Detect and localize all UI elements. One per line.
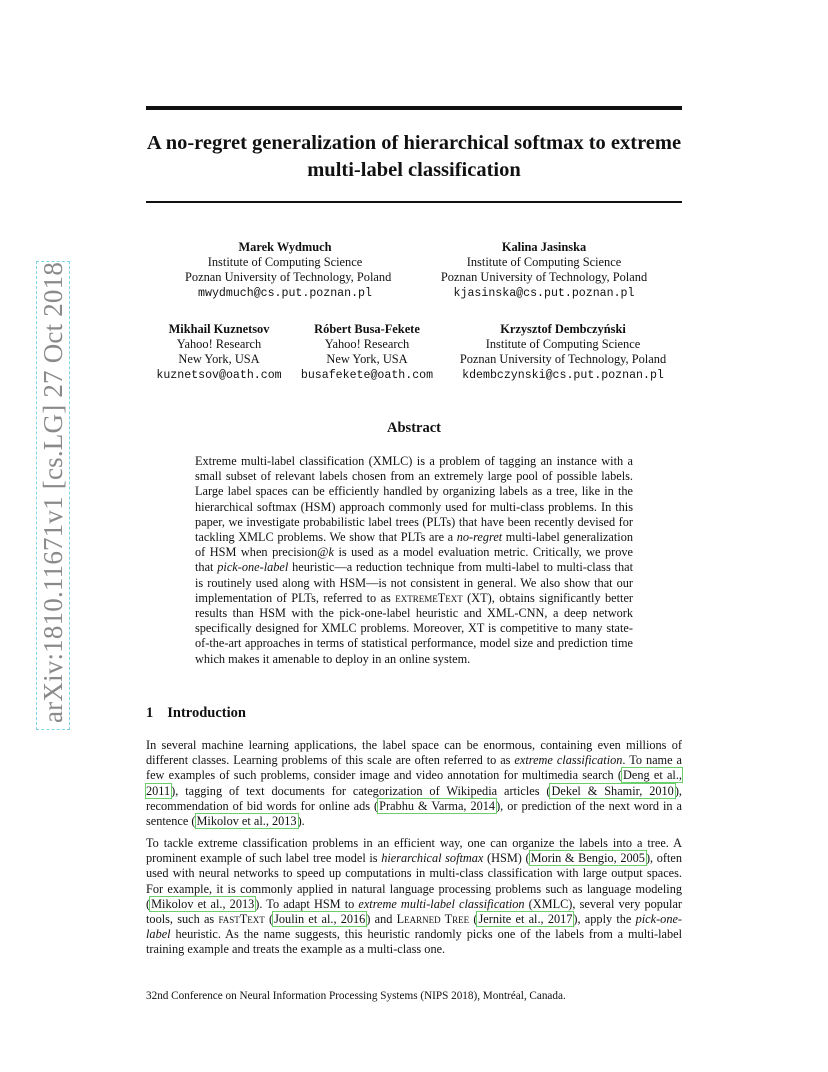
author-affiliation: Poznan University of Technology, Poland (440, 270, 648, 285)
section-title: Introduction (167, 705, 246, 721)
section-number: 1 (146, 705, 154, 721)
citation-link[interactable]: Joulin et al., 2016 (274, 912, 366, 927)
author-email[interactable]: mwydmuch@cs.put.poznan.pl (198, 286, 372, 300)
title-top-rule (146, 106, 682, 110)
intro-paragraph-1: In several machine learning applications, the label space can be enormous, containing even millions of different classes. Learning problems of this scale are often referred to as extreme classification. To name a few examples of such problems, consider image and video annotation for multimedia search (Deng et al., 2011), tagging of text documents for categorization of Wikipedia articles (Dekel & Shamir, 2010), recommendation of bid words for online ads (Prabhu & Varma, 2014), or prediction of the next word in a sentence (Mikolov et al., 2013). (146, 738, 683, 829)
author-email[interactable]: busafekete@oath.com (300, 368, 434, 382)
author-name: Róbert Busa-Fekete (314, 322, 420, 336)
abstract-body: Extreme multi-label classification (XMLC) is a problem of tagging an instance with a small subset of relevant labels chosen from an extremely large pool of possible labels. Large label spaces can be efficiently handled by organizing labels as a tree, like in the hierarchical softmax (HSM) approach commonly used for multi-class problems. In this paper, we investigate probabilistic label trees (PLTs) that have been recently devised for tackling XMLC problems. We show that PLTs are a no-regret multi-label generalization of HSM when precision@k is used as a model evaluation metric. Critically, we prove that pick-one-label heuristic—a reduction technique from multi-label to multi-class that is routinely used along with HSM—is not consistent in general. We also show that our implementation of PLTs, referred to as extremeText (XT), obtains significantly better results than HSM with the pick-one-label heuristic and XML-CNN, a deep network specifically designed for XMLC problems. Moreover, XT is competitive to many state-of-the-art approaches in terms of statistical performance, model size and prediction time which makes it amenable to deploy in an online system. (195, 454, 633, 666)
author-affiliation: Yahoo! Research (324, 337, 410, 352)
author-affiliation: Poznan University of Technology, Poland (185, 270, 392, 285)
author-email[interactable]: kuznetsov@oath.com (156, 368, 282, 382)
citation-link[interactable]: Prabhu & Varma, 2014 (379, 798, 496, 813)
author-affiliation: Poznan University of Technology, Poland (459, 352, 667, 367)
citation-link[interactable]: Dekel & Shamir, 2010 (551, 783, 674, 798)
author-affiliation: Institute of Computing Science (207, 255, 363, 270)
citation-link[interactable]: Jernite et al., 2017 (478, 912, 573, 927)
abstract-heading: Abstract (387, 420, 441, 436)
title-bottom-rule (146, 201, 682, 203)
author-affiliation: Institute of Computing Science (485, 337, 641, 352)
author-name: Mikhail Kuznetsov (168, 322, 270, 336)
citation-link[interactable]: Mikolov et al., 2013 (151, 896, 255, 911)
intro-paragraph-2: To tackle extreme classification problems in an efficient way, one can organize the labels into a tree. A prominent example of such label tree model is hierarchical softmax (HSM) (Morin & Bengio, 2005), often used with neural networks to speed up computations in multi-class classification with large output spaces. For example, it is commonly applied in natural language processing problems such as language modeling (Mikolov et al., 2013). To adapt HSM to extreme multi-label classification (XMLC), several very popular tools, such as fastText (Joulin et al., 2016) and Learned Tree (Jernite et al., 2017), apply the pick-one-label heuristic. As the name suggests, this heuristic randomly picks one of the labels from a multi-label training example and treats the example as a multi-class one. (146, 836, 683, 957)
author-block (185, 240, 392, 301)
arxiv-watermark: arXiv:1810.11671v1 [cs.LG] 27 Oct 2018 (36, 261, 70, 730)
author-name: Marek Wydmuch (238, 240, 332, 254)
author-email[interactable]: kdembczynski@cs.put.poznan.pl (462, 368, 664, 382)
paper-title: A no-regret generalization of hierarchical softmax to extreme multi-label classification (146, 132, 682, 181)
author-affiliation: New York, USA (178, 352, 260, 367)
citation-link[interactable]: Deng et al., 2011 (146, 768, 682, 798)
author-affiliation: Yahoo! Research (176, 337, 262, 352)
author-name: Kalina Jasinska (501, 240, 587, 254)
citation-link[interactable]: Mikolov et al., 2013 (196, 814, 297, 829)
conference-footer: 32nd Conference on Neural Information Processing Systems (NIPS 2018), Montréal, Canada. (146, 990, 566, 1002)
author-block (295, 322, 439, 383)
section-heading (146, 705, 246, 722)
citation-link[interactable]: Morin & Bengio, 2005 (530, 851, 645, 866)
author-name: Krzysztof Dembczyński (500, 322, 626, 336)
author-block (446, 322, 680, 383)
author-block (430, 240, 658, 301)
author-email[interactable]: kjasinska@cs.put.poznan.pl (453, 286, 635, 300)
author-affiliation: New York, USA (326, 352, 408, 367)
author-affiliation: Institute of Computing Science (466, 255, 622, 270)
author-block (150, 322, 288, 383)
